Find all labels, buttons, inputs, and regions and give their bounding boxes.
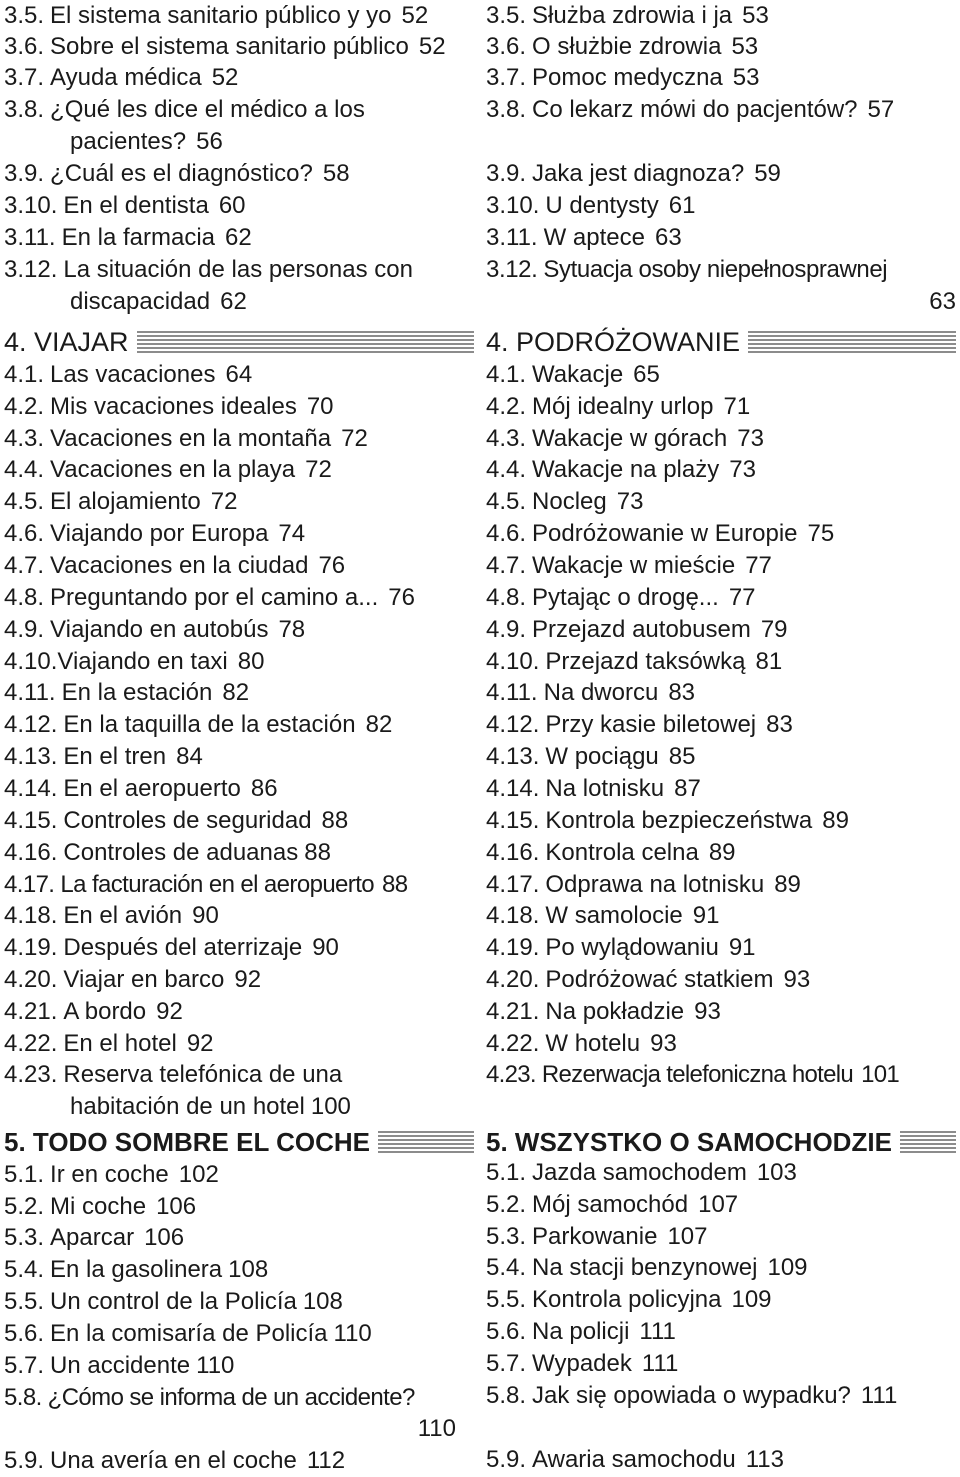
toc-entry[interactable]: 3.5. Służba zdrowia i ja 53 [486, 2, 769, 29]
toc-entry[interactable]: 5.1. Jazda samochodem 103 [486, 1159, 797, 1186]
toc-entry[interactable]: 4.18. En el avión 90 [4, 902, 219, 929]
section-heading-4[interactable]: 4. PODRÓŻOWANIE [486, 325, 956, 359]
toc-entry[interactable]: 4.20. Podróżować statkiem 93 [486, 966, 811, 993]
section-rule [378, 1131, 474, 1153]
toc-entry[interactable]: 5.2. Mój samochód 107 [486, 1191, 739, 1218]
toc-entry[interactable]: 5.6. En la comisaría de Policía 110 [4, 1320, 372, 1347]
toc-entry[interactable]: 3.10. U dentysty 61 [486, 192, 696, 219]
toc-entry[interactable]: 4.15. Controles de seguridad 88 [4, 807, 349, 834]
toc-entry[interactable]: 4.14. En el aeropuerto 86 [4, 775, 278, 802]
toc-entry[interactable]: 4.8. Pytając o drogę... 77 [486, 584, 756, 611]
toc-entry[interactable]: 4.17. La facturación en el aeropuerto 88 [4, 871, 408, 898]
toc-entry[interactable]: 3.8. ¿Qué les dice el médico a los [4, 96, 365, 123]
toc-entry[interactable]: 4.2. Mój idealny urlop 71 [486, 393, 751, 420]
toc-entry[interactable]: 5.2. Mi coche 106 [4, 1193, 197, 1220]
toc-entry[interactable]: 4.5. Nocleg 73 [486, 488, 644, 515]
toc-entry[interactable]: 3.12. La situación de las personas con [4, 256, 413, 283]
toc-entry[interactable]: 4.11. En la estación 82 [4, 679, 250, 706]
toc-entry[interactable]: 4.10.Viajando en taxi 80 [4, 648, 265, 675]
toc-entry[interactable]: 4.9. Viajando en autobús 78 [4, 616, 306, 643]
toc-entry[interactable]: 5.3. Aparcar 106 [4, 1224, 185, 1251]
toc-entry[interactable]: 4.16. Controles de aduanas 88 [4, 839, 331, 866]
toc-entry[interactable]: 4.7. Wakacje w mieście 77 [486, 552, 772, 579]
toc-entry[interactable]: 5.9. Una avería en el coche 112 [4, 1447, 346, 1474]
toc-entry[interactable]: 4.11. Na dworcu 83 [486, 679, 696, 706]
toc-entry[interactable]: 3.8. Co lekarz mówi do pacjentów? 57 [486, 96, 895, 123]
toc-entry[interactable]: 3.10. En el dentista 60 [4, 192, 246, 219]
toc-entry[interactable]: 4.4. Vacaciones en la playa 72 [4, 456, 332, 483]
toc-entry[interactable]: 4.6. Podróżowanie w Europie 75 [486, 520, 835, 547]
section-heading-5[interactable]: 5. WSZYSTKO O SAMOCHODZIE [486, 1125, 956, 1159]
toc-entry[interactable]: 5.5. Un control de la Policía 108 [4, 1288, 343, 1315]
toc-entry[interactable]: 5.8. ¿Cómo se informa de un accidente? [4, 1384, 415, 1411]
toc-entry[interactable]: 5.3. Parkowanie 107 [486, 1223, 708, 1250]
toc-entry[interactable]: 4.19. Después del aterrizaje 90 [4, 934, 339, 961]
toc-entry[interactable]: 4.1. Las vacaciones 64 [4, 361, 253, 388]
toc-entry[interactable]: 3.5. El sistema sanitario público y yo 52 [4, 2, 429, 29]
toc-entry[interactable]: 5.7. Un accidente 110 [4, 1352, 235, 1379]
section-rule [748, 331, 956, 353]
toc-entry[interactable]: 4.23. Rezerwacja telefoniczna hotelu 101 [486, 1061, 900, 1088]
toc-entry[interactable]: 4.12. Przy kasie biletowej 83 [486, 711, 793, 738]
toc-entry[interactable]: 4.3. Vacaciones en la montaña 72 [4, 425, 368, 452]
toc-entry[interactable]: 4.18. W samolocie 91 [486, 902, 720, 929]
toc-entry[interactable]: 5.4. Na stacji benzynowej 109 [486, 1254, 808, 1281]
toc-entry[interactable]: 4.1. Wakacje 65 [486, 361, 660, 388]
toc-entry[interactable]: 3.11. En la farmacia 62 [4, 224, 252, 251]
toc-entry[interactable]: 4.19. Po wylądowaniu 91 [486, 934, 756, 961]
toc-entry[interactable]: 4.13. En el tren 84 [4, 743, 203, 770]
toc-entry[interactable]: 4.5. El alojamiento 72 [4, 488, 238, 515]
toc-entry-continuation[interactable]: pacientes? 56 [70, 128, 223, 155]
toc-entry-page[interactable]: 63 [929, 288, 956, 315]
toc-entry-continuation[interactable]: discapacidad 62 [70, 288, 247, 315]
toc-entry[interactable]: 4.21. Na pokładzie 93 [486, 998, 721, 1025]
section-heading-4[interactable]: 4. VIAJAR [4, 325, 474, 359]
toc-entry[interactable]: 4.23. Reserva telefónica de una [4, 1061, 343, 1088]
toc-entry-continuation[interactable]: habitación de un hotel 100 [70, 1093, 351, 1120]
toc-entry[interactable]: 3.9. Jaka jest diagnoza? 59 [486, 160, 781, 187]
toc-entry[interactable]: 5.8. Jak się opowiada o wypadku? 111 [486, 1382, 898, 1409]
toc-entry[interactable]: 4.17. Odprawa na lotnisku 89 [486, 871, 801, 898]
toc-entry-page[interactable]: 110 [417, 1415, 456, 1442]
toc-entry[interactable]: 4.15. Kontrola bezpieczeństwa 89 [486, 807, 849, 834]
toc-entry[interactable]: 4.13. W pociągu 85 [486, 743, 696, 770]
toc-entry[interactable]: 4.3. Wakacje w górach 73 [486, 425, 764, 452]
toc-entry[interactable]: 4.7. Vacaciones en la ciudad 76 [4, 552, 346, 579]
toc-entry[interactable]: 4.22. W hotelu 93 [486, 1030, 677, 1057]
toc-entry[interactable]: 5.6. Na policji 111 [486, 1318, 676, 1345]
toc-entry[interactable]: 4.12. En la taquilla de la estación 82 [4, 711, 393, 738]
toc-entry[interactable]: 5.1. Ir en coche 102 [4, 1161, 219, 1188]
toc-entry[interactable]: 4.16. Kontrola celna 89 [486, 839, 736, 866]
toc-entry[interactable]: 4.21. A bordo 92 [4, 998, 183, 1025]
toc-entry[interactable]: 5.5. Kontrola policyjna 109 [486, 1286, 772, 1313]
toc-entry[interactable]: 5.7. Wypadek 111 [486, 1350, 679, 1377]
toc-entry[interactable]: 5.9. Awaria samochodu 113 [486, 1446, 784, 1473]
toc-entry[interactable]: 4.22. En el hotel 92 [4, 1030, 214, 1057]
toc-entry[interactable]: 3.9. ¿Cuál es el diagnóstico? 58 [4, 160, 350, 187]
toc-entry[interactable]: 5.4. En la gasolinera 108 [4, 1256, 269, 1283]
toc-entry[interactable]: 4.14. Na lotnisku 87 [486, 775, 701, 802]
section-heading-5[interactable]: 5. TODO SOMBRE EL COCHE [4, 1125, 474, 1159]
toc-entry[interactable]: 3.12. Sytuacja osoby niepełnosprawnej [486, 256, 888, 283]
section-rule [137, 331, 474, 353]
toc-entry[interactable]: 4.2. Mis vacaciones ideales 70 [4, 393, 334, 420]
toc-entry[interactable]: 4.10. Przejazd taksówką 81 [486, 648, 783, 675]
toc-entry[interactable]: 4.8. Preguntando por el camino a... 76 [4, 584, 415, 611]
section-rule [900, 1131, 956, 1153]
toc-entry[interactable]: 3.11. W aptece 63 [486, 224, 682, 251]
toc-entry[interactable]: 3.7. Pomoc medyczna 53 [486, 64, 760, 91]
toc-entry[interactable]: 3.7. Ayuda médica 52 [4, 64, 239, 91]
toc-entry[interactable]: 3.6. O służbie zdrowia 53 [486, 33, 759, 60]
toc-entry[interactable]: 4.9. Przejazd autobusem 79 [486, 616, 788, 643]
toc-entry[interactable]: 3.6. Sobre el sistema sanitario público 52 [4, 33, 446, 60]
toc-entry[interactable]: 4.6. Viajando por Europa 74 [4, 520, 306, 547]
toc-entry[interactable]: 4.4. Wakacje na plaży 73 [486, 456, 756, 483]
toc-entry[interactable]: 4.20. Viajar en barco 92 [4, 966, 262, 993]
